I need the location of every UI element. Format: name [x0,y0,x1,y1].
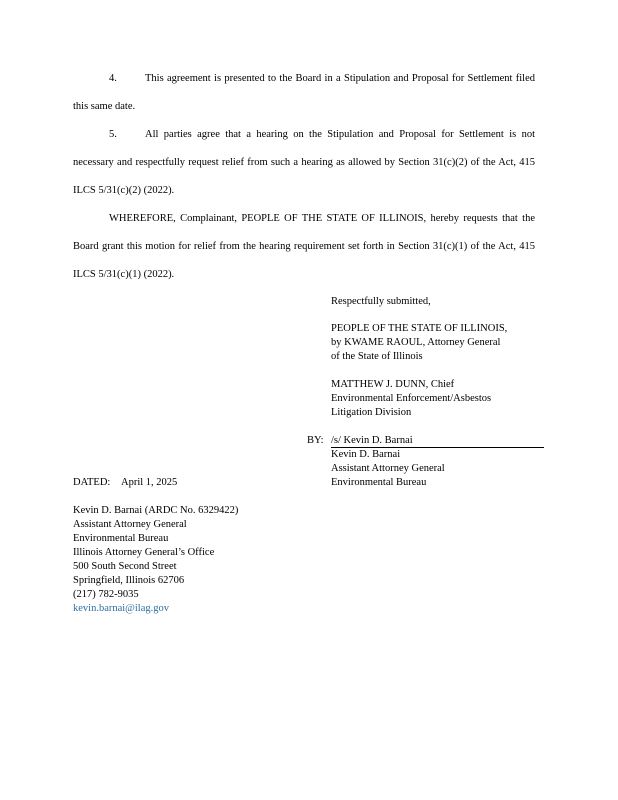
signer-line: Assistant Attorney General [331,463,445,474]
signature-line [331,434,544,448]
contact-block [73,504,238,616]
division-block [331,378,491,420]
contact-line: Assistant Attorney General [73,519,187,530]
contact-line: 500 South Second Street [73,561,177,572]
wherefore-text: WHEREFORE, Complainant, PEOPLE OF THE STATE OF ILLINOIS, hereby requests that the Board grant this motion for relief from the hearing requirement set forth in Section 31(c)(1) of the Act, 415 ILCS 5/31(c)(1) (2022). [73,213,535,280]
signer-line: Kevin D. Barnai [331,449,401,460]
paragraph-4-number: 4. [109,73,117,84]
contact-line: Environmental Bureau [73,533,169,544]
dated-date: April 1, 2025 [121,477,178,488]
division-line: Environmental Enforcement/Asbestos [331,393,492,404]
signer-line: Environmental Bureau [331,477,427,488]
party-line: of the State of Illinois [331,351,423,362]
paragraph-4 [73,65,535,121]
electronic-signature: /s/ Kevin D. Barnai [331,435,413,446]
email-link[interactable]: kevin.barnai@ilag.gov [73,603,169,614]
party-block [331,322,507,364]
contact-line: (217) 782-9035 [73,589,139,600]
dated-line [73,476,177,490]
contact-line: Springfield, Illinois 62706 [73,575,185,586]
paragraph-4-text: This agreement is presented to the Board in a Stipulation and Proposal for Settlement filed this same date. [73,73,535,112]
signer-block [331,448,445,490]
contact-line: Illinois Attorney General’s Office [73,547,215,558]
division-line: MATTHEW J. DUNN, Chief [331,379,455,390]
contact-line: Kevin D. Barnai (ARDC No. 6329422) [73,505,239,516]
paragraph-5 [73,121,535,205]
wherefore-paragraph [73,205,535,289]
closing-text: Respectfully submitted, [331,296,431,307]
paragraph-5-number: 5. [109,129,117,140]
party-line: PEOPLE OF THE STATE OF ILLINOIS, [331,323,508,334]
closing-line [331,295,431,309]
by-label: BY: [307,435,324,446]
paragraph-5-text: All parties agree that a hearing on the Stipulation and Proposal for Settlement is not necessary and respectfully request relief from such a hearing as allowed by Section 31(c)(2) of the Act, 415 ILCS 5/31(c)(2) (2022). [73,129,535,196]
division-line: Litigation Division [331,407,412,418]
party-line: by KWAME RAOUL, Attorney General [331,337,501,348]
dated-label: DATED: [73,477,111,488]
